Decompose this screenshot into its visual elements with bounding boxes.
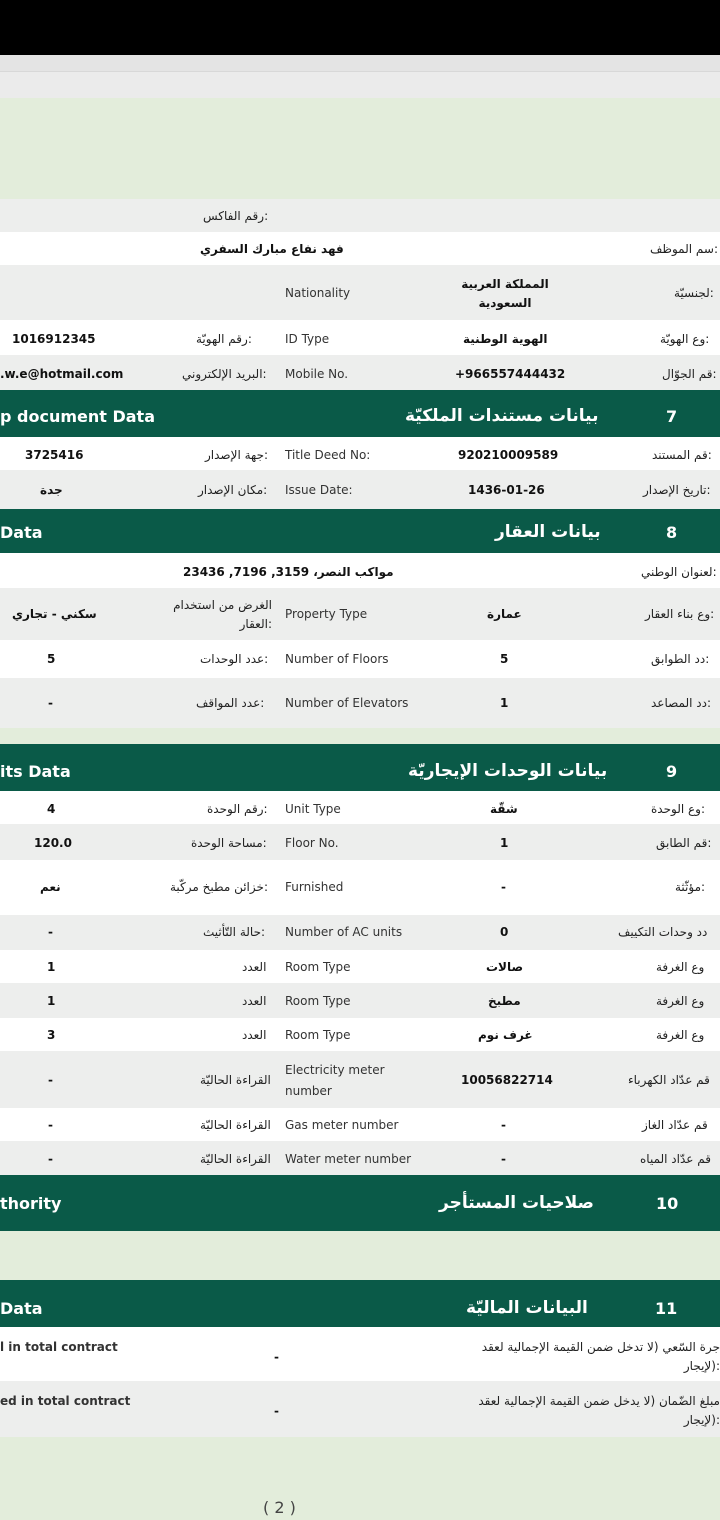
- mobile-label-ar: قم الجوّال:: [662, 367, 717, 381]
- deposit-row: [0, 1381, 720, 1437]
- section-10-header: [0, 1175, 720, 1231]
- unit-type-label-en: Unit Type: [285, 802, 341, 816]
- address-value: مواكب النصر، 3159, 7196, 23436: [183, 565, 394, 579]
- room-type-label-en: Room Type: [285, 994, 351, 1008]
- parking-value: -: [48, 696, 53, 710]
- electricity-reading-value: -: [48, 1073, 53, 1087]
- section-9-title-ar: بيانات الوحدات الإيجاريّة: [408, 761, 608, 781]
- furnished-value: -: [501, 880, 506, 894]
- section-9-header: [0, 744, 720, 791]
- room-count: 3: [47, 1028, 56, 1042]
- floor-no-label-ar: قم الطابق:: [656, 836, 712, 850]
- use-label-1: الغرض من استخدام: [173, 598, 272, 612]
- idtype-label-en: ID Type: [285, 332, 330, 346]
- elevators-label-en: Number of Elevators: [285, 696, 409, 710]
- idtype-value: الهوية الوطنية: [463, 332, 548, 346]
- room-count-label: العدد: [242, 1028, 267, 1042]
- water-value: -: [501, 1152, 506, 1166]
- floor-no-row: [0, 824, 720, 860]
- deposit-label-en: ed in total contract: [0, 1394, 131, 1408]
- furnished-label-ar: مؤثّثة:: [675, 880, 706, 894]
- id-number-value: 1016912345: [12, 332, 96, 346]
- section-7-title-ar: بيانات مستندات الملكيّة: [405, 406, 599, 426]
- gas-reading-label: القراءة الحاليّة: [200, 1118, 271, 1132]
- section-7-header: [0, 390, 720, 437]
- idtype-row: [0, 320, 720, 355]
- place-label: مكان الإصدار:: [198, 483, 268, 497]
- nationality-label-en: Nationality: [285, 286, 351, 300]
- room-type-label-en: Room Type: [285, 960, 351, 974]
- deed-value: 920210009589: [458, 448, 559, 462]
- section-11-title-ar: البيانات الماليّة: [466, 1298, 588, 1318]
- viewer-toolbar: [0, 55, 720, 71]
- room-type-label-en: Room Type: [285, 1028, 351, 1042]
- section-8-title-ar: بيانات العقار: [495, 522, 601, 542]
- floors-value: 5: [500, 652, 509, 666]
- section-9-number: 9: [666, 762, 678, 781]
- issue-date-label-ar: تاريخ الإصدار:: [643, 483, 711, 497]
- issuer-label: جهة الإصدار:: [205, 448, 269, 462]
- page-number: ( 2 ): [263, 1498, 296, 1517]
- section-11-number: 11: [655, 1299, 678, 1318]
- room-type-label-ar: وع الغرفة: [656, 1028, 705, 1042]
- employee-label: سم الموظف:: [650, 242, 719, 256]
- section-8-title-en: Data: [0, 523, 43, 542]
- room-count: 1: [47, 994, 56, 1008]
- furnished-row: [0, 860, 720, 915]
- units-value: 5: [47, 652, 56, 666]
- furnishing-state-value: -: [48, 925, 53, 939]
- room-type-value: مطبخ: [488, 994, 521, 1008]
- water-label-en: Water meter number: [285, 1152, 412, 1166]
- use-label-2: العقار:: [239, 617, 272, 631]
- employee-row: [0, 232, 720, 265]
- area-label: مساحة الوحدة:: [191, 836, 267, 850]
- elevators-value: 1: [500, 696, 509, 710]
- commission-label-ar-1: جرة السّعي (لا تدخل ضمن القيمة الإجمالية لعقد: [481, 1340, 720, 1354]
- place-value: جدة: [40, 483, 63, 497]
- section-7-number: 7: [666, 407, 678, 426]
- email-value: .w.e@hotmail.com: [0, 367, 124, 381]
- floor-no-value: 1: [500, 836, 509, 850]
- electricity-label-en-1: Electricity meter: [285, 1063, 385, 1077]
- room-count: 1: [47, 960, 56, 974]
- area-value: 120.0: [34, 836, 72, 850]
- section-10-number: 10: [656, 1194, 679, 1213]
- floor-no-label-en: Floor No.: [285, 836, 339, 850]
- gas-value: -: [501, 1118, 506, 1132]
- water-reading-label: القراءة الحاليّة: [200, 1152, 271, 1166]
- deed-label-en: Title Deed No:: [285, 448, 371, 462]
- section-9-title-en: its Data: [0, 762, 71, 781]
- issue-date-value: 1436-01-26: [468, 483, 545, 497]
- furnishing-state-label: حالة التّأثيث:: [203, 925, 266, 939]
- deposit-label-ar-1: مبلغ الضّمان (لا يدخل ضمن القيمة الإجمالية لعقد: [478, 1394, 720, 1408]
- deposit-value: -: [274, 1404, 279, 1418]
- section-10-title-en: thority: [0, 1194, 62, 1213]
- id-number-label: رقم الهويّة:: [196, 332, 252, 346]
- deed-label-ar: قم المستند:: [652, 448, 712, 462]
- floors-label-en: Number of Floors: [285, 652, 389, 666]
- electricity-value: 10056822714: [461, 1073, 553, 1087]
- nationality-label-ar: لجنسيّة:: [674, 286, 714, 300]
- nationality-value-2: السعودية: [478, 296, 532, 310]
- section-7-title-en: p document Data: [0, 407, 155, 426]
- section-8-header: [0, 509, 720, 553]
- employee-name: فهد نفاع مبارك السفري: [200, 242, 344, 256]
- ac-label-ar: دد وحدات التكييف: [618, 925, 708, 939]
- room-type-label-ar: وع الغرفة: [656, 960, 705, 974]
- mobile-label-en: Mobile No.: [285, 367, 349, 381]
- room-type-value: غرف نوم: [478, 1028, 533, 1042]
- deposit-label-ar-2: لإيجار):: [683, 1413, 720, 1427]
- unit-type-label-ar: وع الوحدة:: [651, 802, 706, 816]
- section-8-number: 8: [666, 523, 678, 542]
- kitchen-value: نعم: [40, 880, 61, 894]
- address-label: لعنوان الوطني:: [641, 565, 717, 579]
- ac-value: 0: [500, 925, 509, 939]
- use-value: سكني - تجاري: [12, 607, 97, 621]
- room-row: [0, 950, 720, 983]
- furnished-label-en: Furnished: [285, 880, 344, 894]
- gas-label-ar: قم عدّاد الغاز: [642, 1118, 708, 1132]
- units-label: عدد الوحدات:: [200, 652, 269, 666]
- mobile-value: +966557444432: [455, 367, 566, 381]
- fax-label: رقم الفاكس:: [203, 209, 269, 223]
- unit-number-value: 4: [47, 802, 56, 816]
- gas-reading-value: -: [48, 1118, 53, 1132]
- section-11-title-en: Data: [0, 1299, 43, 1318]
- section-11-header: [0, 1280, 720, 1327]
- unit-number-label: رقم الوحدة:: [207, 802, 268, 816]
- electricity-label-en-2: number: [285, 1084, 332, 1098]
- kitchen-label: خزائن مطبخ مركّبة:: [170, 880, 268, 894]
- room-type-value: صالات: [486, 960, 524, 974]
- section-10-title-ar: صلاحيات المستأجر: [439, 1193, 594, 1213]
- email-label: البريد الإلكتروني:: [182, 367, 267, 381]
- idtype-label-ar: وع الهويّة:: [660, 332, 710, 346]
- commission-label-en: l in total contract: [0, 1340, 118, 1354]
- electricity-reading-label: القراءة الحاليّة: [200, 1073, 271, 1087]
- room-count-label: العدد: [242, 994, 267, 1008]
- commission-value: -: [274, 1350, 279, 1364]
- property-type-label-ar: وع بناء العقار:: [645, 607, 715, 621]
- property-type-value: عمارة: [487, 607, 522, 621]
- floors-label-ar: دد الطوابق:: [651, 652, 710, 666]
- nationality-row: [0, 265, 720, 320]
- fax-row: [0, 199, 720, 232]
- room-row: [0, 1018, 720, 1051]
- unit-type-row: [0, 791, 720, 824]
- issuer-value: 3725416: [25, 448, 84, 462]
- property-type-label-en: Property Type: [285, 607, 368, 621]
- water-label-ar: قم عدّاد المياه: [640, 1152, 711, 1166]
- nationality-value-1: المملكة العربية: [461, 277, 549, 291]
- ac-label-en: Number of AC units: [285, 925, 403, 939]
- issue-date-row: [0, 470, 720, 509]
- room-row: [0, 983, 720, 1018]
- electricity-row: [0, 1051, 720, 1108]
- parking-label: عدد المواقف:: [196, 696, 265, 710]
- unit-type-value: شقّة: [490, 802, 518, 816]
- issue-date-label-en: Issue Date:: [285, 483, 353, 497]
- elevators-label-ar: دد المصاعد:: [651, 696, 711, 710]
- room-count-label: العدد: [242, 960, 267, 974]
- room-type-label-ar: وع الغرفة: [656, 994, 705, 1008]
- viewer-toolbar-strip: [0, 71, 720, 99]
- commission-label-ar-2: لإيجار):: [683, 1359, 720, 1373]
- water-reading-value: -: [48, 1152, 53, 1166]
- electricity-label-ar: قم عدّاد الكهرباء: [628, 1073, 710, 1087]
- gas-label-en: Gas meter number: [285, 1118, 399, 1132]
- status-bar: [0, 0, 720, 55]
